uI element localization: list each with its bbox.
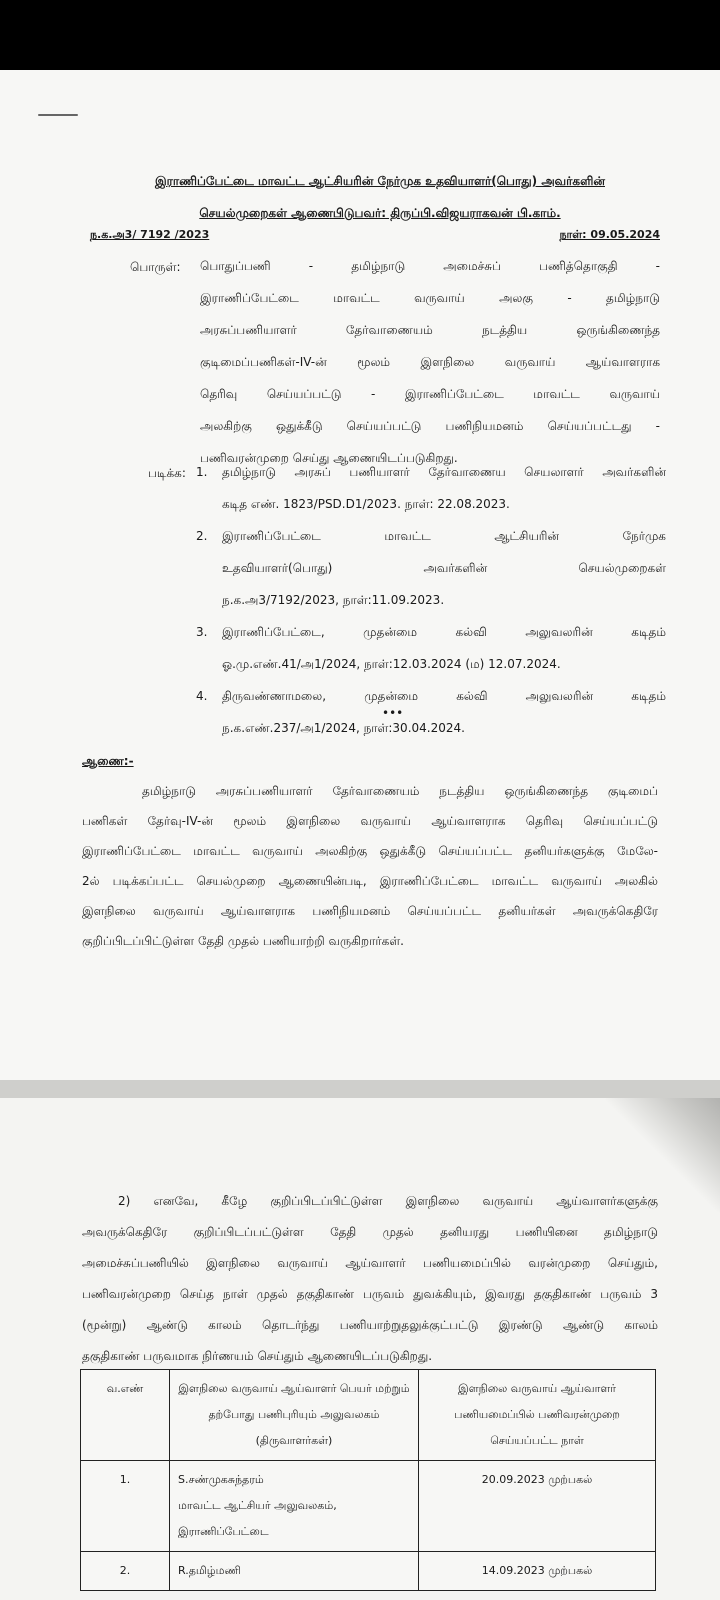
page2-paragraph — [82, 1186, 658, 1372]
reference-num: 4. — [196, 689, 208, 703]
order-line: இராணிப்பேட்டை மாவட்ட வருவாய் அலகிற்கு ஒதுக்கீடு செய்யப்பட்ட தனியர்களுக்கு மேலே- — [82, 844, 658, 858]
separator-dots: ••• — [382, 706, 404, 720]
reference-line: இராணிப்பேட்டை, முதன்மை கல்வி அலுவலரின் கடிதம் — [222, 625, 666, 639]
para-line: பணிவரன்முறை செய்த நாள் முதல் தகுதிகாண் பருவம் துவக்கியும், இவரது தகுதிகாண் பருவம் 3 — [82, 1287, 658, 1301]
reference-num: 1. — [196, 465, 208, 479]
order-body — [82, 776, 658, 956]
document-page-2 — [0, 1098, 720, 1600]
reference-label: படிக்க: — [148, 466, 186, 480]
order-line: 2ல் படிக்கப்பட்ட செயல்முறை ஆணையின்படி, இராணிப்பேட்டை மாவட்ட வருவாய் அலகில் — [82, 874, 658, 888]
row-name-office — [170, 1552, 419, 1591]
reference-item — [196, 680, 666, 744]
subject-line: தெரிவு செய்யப்பட்டு - இராணிப்பேட்டை மாவட்ட வருவாய் — [200, 387, 660, 401]
table-header-row — [81, 1370, 656, 1461]
reference-item — [196, 616, 666, 680]
row-name: S.சண்முகசுந்தரம் — [178, 1473, 264, 1486]
subject-line: இராணிப்பேட்டை மாவட்ட வருவாய் அலகு - தமிழ்நாடு — [200, 291, 660, 305]
reference-line: தமிழ்நாடு அரசுப் பணியாளர் தேர்வாணைய செயலாளர் அவர்களின் — [222, 465, 666, 479]
row-name: R.தமிழ்மணி — [178, 1564, 241, 1577]
title-line-2: செயல்முறைகள் ஆணைபிடுபவர்: திருப்பி.விஜயராகவன் பி.காம். — [199, 206, 561, 220]
page-gap — [0, 1080, 720, 1098]
para-line: 2) எனவே, கீழே குறிப்பிடப்பிட்டுள்ள இளநிலை வருவாய் ஆய்வாளர்களுக்கு — [118, 1194, 658, 1208]
subject-body — [200, 250, 660, 474]
header-name-office: இளநிலை வருவாய் ஆய்வாளர் பெயர் மற்றும் தற்போது பணிபுரியும் அலுவலகம் (திருவாளர்கள்) — [170, 1370, 419, 1461]
header-regularised-date: இளநிலை வருவாய் ஆய்வாளர் பணியமைப்பில் பணிவரன்முறை செய்யப்பட்ட நாள் — [419, 1370, 656, 1461]
reference-line: இராணிப்பேட்டை மாவட்ட ஆட்சியரின் நேர்முக — [222, 529, 666, 543]
black-top-bar — [0, 0, 720, 70]
reference-line: உதவியாளர்(பொது) அவர்களின் செயல்முறைகள் — [222, 561, 666, 575]
table-row — [81, 1461, 656, 1552]
para-line: (மூன்று) ஆண்டு காலம் தொடர்ந்து பணியாற்றுதலுக்குட்பட்டு இரண்டு ஆண்டு காலம் — [82, 1318, 658, 1332]
reference-line: கடித எண். 1823/PSD.D1/2023. நாள்: 22.08.2023. — [222, 497, 510, 511]
row-name-office — [170, 1461, 419, 1552]
row-date: 14.09.2023 முற்பகல் — [419, 1552, 656, 1591]
document-date: நாள்: 09.05.2024 — [559, 228, 660, 241]
order-heading: ஆணை:- — [82, 754, 134, 768]
order-line: பணிகள் தேர்வு-IV-ன் மூலம் இளநிலை வருவாய் ஆய்வாளராக தெரிவு செய்யப்பட்டு — [82, 814, 658, 828]
document-page-1 — [0, 70, 720, 1080]
order-line: இளநிலை வருவாய் ஆய்வாளராக பணிநியமனம் செய்யப்பட்ட தனியர்கள் அவருக்கெதிரே — [82, 904, 658, 918]
reference-line: ஓ.மு.எண்.41/அ1/2024, நாள்:12.03.2024 (ம) 12.07.2024. — [222, 657, 561, 671]
table-row — [81, 1552, 656, 1591]
reference-item — [196, 520, 666, 616]
row-date: 20.09.2023 முற்பகல் — [419, 1461, 656, 1552]
reference-list — [196, 456, 666, 744]
row-office: மாவட்ட ஆட்சியர் அலுவலகம், இராணிப்பேட்டை — [178, 1499, 337, 1538]
para-line: அவருக்கெதிரே குறிப்பிடப்பட்டுள்ள தேதி முதல் தனியரது பணியினை தமிழ்நாடு — [82, 1225, 658, 1239]
row-serial: 1. — [81, 1461, 170, 1552]
reference-num: 2. — [196, 529, 208, 543]
header-serial: வ.எண் — [81, 1370, 170, 1461]
para-line: அமைச்சுப்பணியில் இளநிலை வருவாய் ஆய்வாளர் பணியமைப்பில் வரன்முறை செய்தும், — [82, 1256, 658, 1270]
para-line: தகுதிகாண் பருவமாக நிர்ணயம் செய்தும் ஆணையிடப்படுகிறது. — [82, 1349, 433, 1363]
reference-item — [196, 456, 666, 520]
pin-mark — [38, 114, 78, 116]
subject-line: பணிவரன்முறை செய்து ஆணையிடப்படுகிறது. — [200, 451, 458, 465]
order-line: தமிழ்நாடு அரசுப்பணியாளர் தேர்வாணையம் நடத்திய ஒருங்கிணைந்த குடிமைப் — [142, 784, 658, 798]
subject-line: பொதுப்பணி - தமிழ்நாடு அமைச்சுப் பணித்தொகுதி - — [200, 259, 660, 273]
reference-line: ந.க.எண்.237/அ1/2024, நாள்:30.04.2024. — [222, 721, 465, 735]
row-serial: 2. — [81, 1552, 170, 1591]
order-line: குறிப்பிடப்பிட்டுள்ள தேதி முதல் பணியாற்றி வருகிறார்கள். — [82, 934, 404, 948]
title-line-1: இராணிப்பேட்டை மாவட்ட ஆட்சியரின் நேர்முக உதவியாளர்(பொது) அவர்களின் — [155, 174, 605, 188]
reference-number: ந.க.அ3/ 7192 /2023 — [90, 228, 210, 241]
subject-line: குடிமைப்பணிகள்-IV-ன் மூலம் இளநிலை வருவாய் ஆய்வாளராக — [200, 355, 660, 369]
reference-line: ந.க.அ3/7192/2023, நாள்:11.09.2023. — [222, 593, 445, 607]
subject-label: பொருள்: — [130, 260, 181, 274]
reference-num: 3. — [196, 625, 208, 639]
regularisation-table — [80, 1369, 656, 1591]
reference-line: திருவண்ணாமலை, முதன்மை கல்வி அலுவலரின் கடிதம் — [222, 689, 666, 703]
subject-line: அரசுப்பணியாளர் தேர்வாணையம் நடத்திய ஒருங்கிணைந்த — [200, 323, 660, 337]
subject-line: அலகிற்கு ஒதுக்கீடு செய்யப்பட்டு பணிநியமனம் செய்யப்பட்டது - — [200, 419, 660, 433]
